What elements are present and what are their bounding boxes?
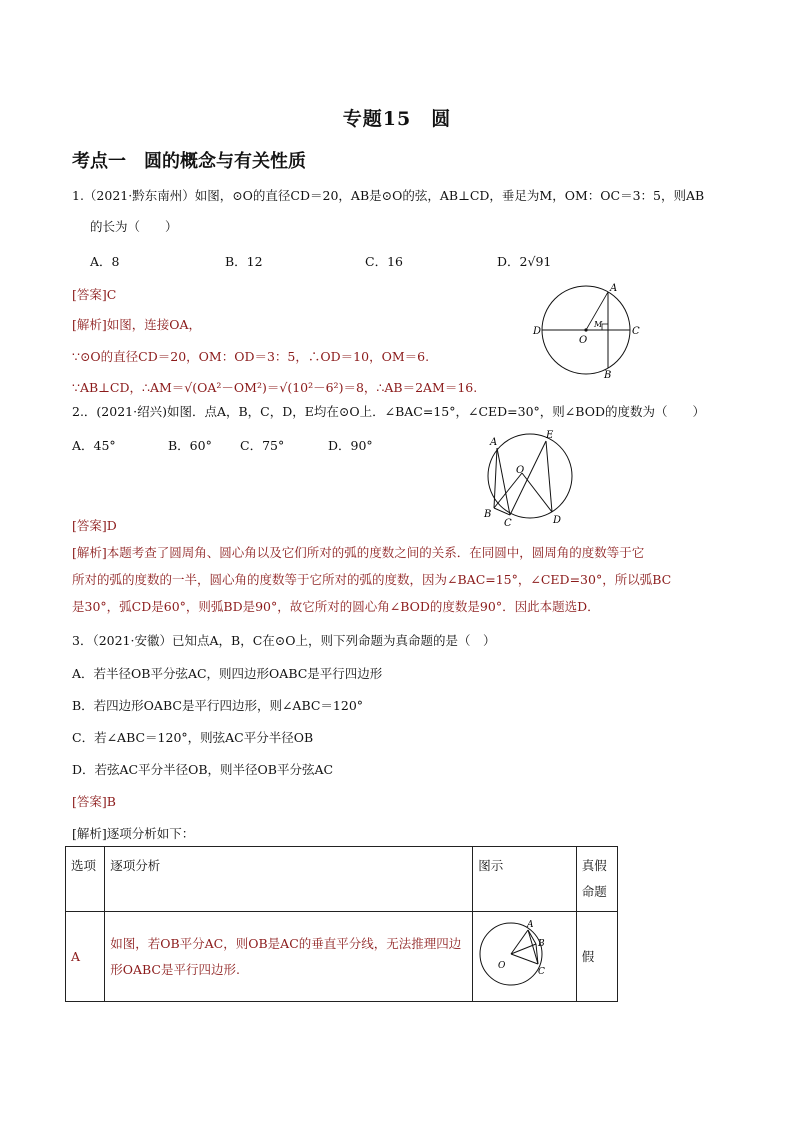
header-analysis: 逐项分析 [105,847,473,912]
header-truth: 真假命题 [576,847,617,912]
fig2-label-b: B [484,509,492,520]
q1-option-b: B．12 [225,254,263,269]
q3-answer: [答案]B [72,794,116,809]
table-header-row [66,847,618,912]
table-row [66,912,618,1002]
row-a-result: 假 [576,912,617,1002]
q2-stem: 2.．(2021·绍兴)如图．点A，B，C，D，E均在⊙O上．∠BAC=15°，∠CED=30°，则∠BOD的度数为（ ） [72,404,705,419]
section-heading: 考点一 圆的概念与有关性质 [72,151,306,172]
row-a-analysis: 如图，若OB平分AC，则OB是AC的垂直平分线，无法推理四边形OABC是平行四边形. [105,912,473,1002]
header-figure: 图示 [473,847,577,912]
q3-option-b: B．若四边形OABC是平行四边形，则∠ABC＝120° [72,698,364,713]
fig1-label-d: D [533,326,542,337]
q1-circle-figure [528,280,648,380]
q2-option-b: B．60° [168,438,212,453]
q1-option-c: C．16 [365,254,403,269]
q3-option-c: C．若∠ABC＝120°，则弦AC平分半径OB [72,730,314,745]
q1-stem-line1: 1.（2021·黔东南州）如图，⊙O的直径CD＝20，AB是⊙O的弦，AB⊥CD，垂足为M，OM：OC＝3：5，则AB [72,188,705,203]
fig3-label-c: C [538,967,546,977]
header-option: 选项 [66,847,105,912]
fig2-label-e: E [546,430,554,441]
q2-option-d: D．90° [328,438,373,453]
fig1-label-b: B [604,370,612,380]
fig2-label-d: D [553,515,562,526]
q3-option-a: A．若半径OB平分弦AC，则四边形OABC是平行四边形 [72,666,383,681]
q2-analysis-3: 是30°，弧CD是60°，则弧BD是90°，故它所对的圆心角∠BOD的度数是90°．因此本题选D． [72,599,600,614]
fig2-label-o: O [516,465,525,476]
fig1-label-o: O [579,335,588,346]
q2-answer: [答案]D [72,518,117,533]
fig2-label-a: A [490,437,498,448]
q2-analysis-2: 所对的弧的度数的一半，圆心角的度数等于它所对的弧的度数，因为∠BAC=15°，∠CED=30°，所以弧BC [72,572,672,587]
fig3-label-o: O [498,961,506,971]
q3-analysis-intro: [解析]逐项分析如下： [72,826,195,841]
q2-analysis-1: [解析]本题考查了圆周角、圆心角以及它们所对的弧的度数之间的关系．在同圆中，圆周角的度数等于它 [72,545,645,560]
fig1-label-m: M [594,320,603,329]
q2-option-c: C．75° [240,438,285,453]
q1-analysis-2: ∵⊙O的直径CD＝20，OM：OD＝3：5，∴OD＝10，OM＝6. [72,349,430,364]
q1-analysis-3: ∵AB⊥CD，∴AM＝√(OA²－OM²)＝√(10²－6²)＝8，∴AB＝2AM＝16. [72,380,478,395]
fig1-label-a: A [610,283,618,294]
q1-option-d: D．2√91 [497,254,552,269]
fig2-label-c: C [504,518,512,528]
page-title: 专题15 圆 [342,108,452,130]
analysis-table [65,846,618,1002]
q1-answer: [答案]C [72,287,117,302]
q3-option-a-figure [475,914,565,990]
q2-circle-figure [480,428,580,528]
fig1-label-c: C [632,326,640,337]
q1-stem-line2: 的长为（ ） [90,219,178,234]
q3-stem: 3．（2021·安徽）已知点A，B，C在⊙O上，则下列命题为真命题的是（ ） [72,633,496,648]
q2-option-a: A．45° [72,438,116,453]
fig3-label-b: B [538,939,545,949]
q1-option-a: A．8 [90,254,120,269]
fig3-label-a: A [527,920,534,930]
q3-option-d: D．若弦AC平分半径OB，则半径OB平分弦AC [72,762,334,777]
q1-analysis-1: [解析]如图，连接OA， [72,317,202,332]
row-a-option: A [66,912,105,1002]
row-a-figure [473,912,577,1002]
